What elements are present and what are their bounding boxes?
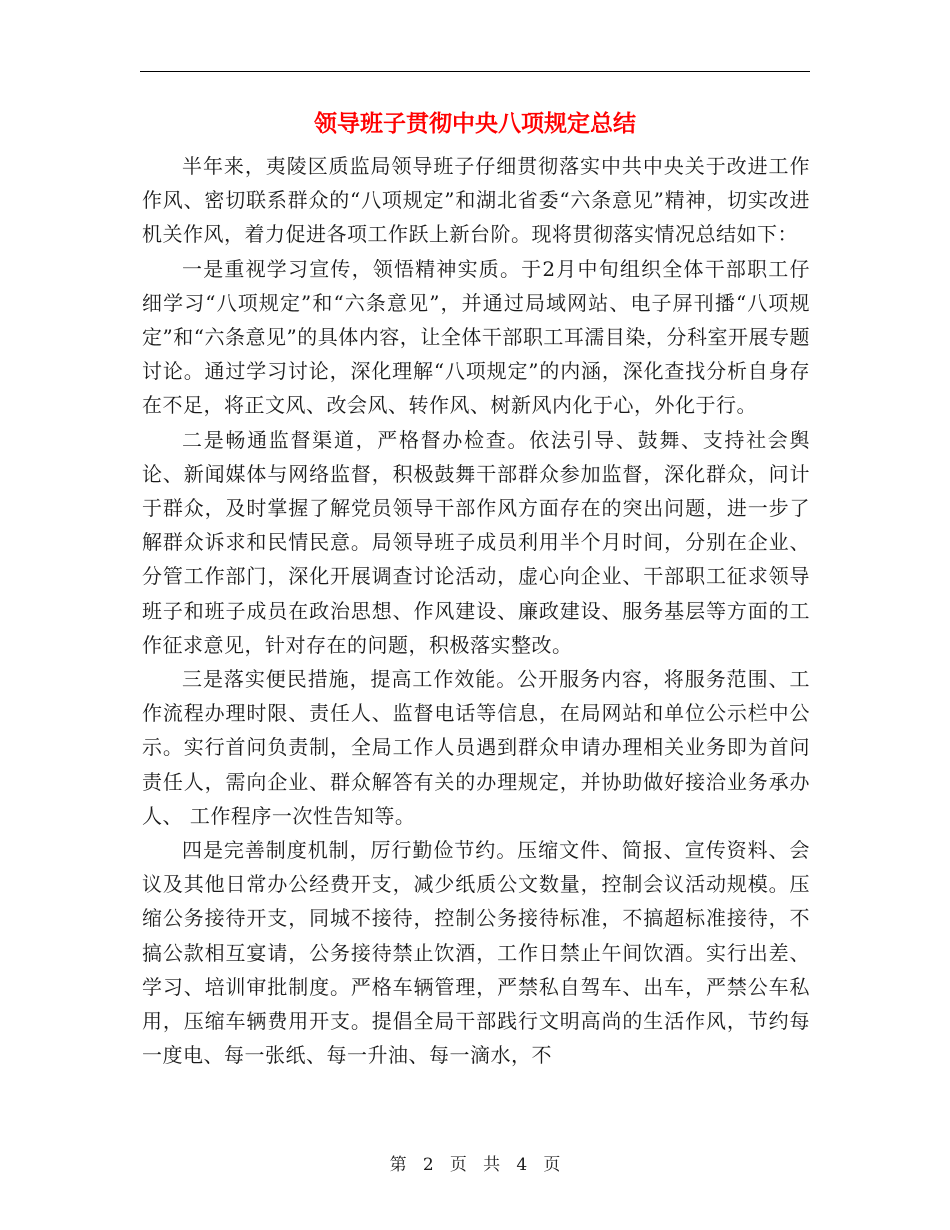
header-rule xyxy=(140,71,810,72)
current-page-number: 2 xyxy=(422,1155,434,1175)
paragraph-service-measures: 三是落实便民措施，提高工作效能。公开服务内容，将服务范围、工作流程办理时限、责任人、监督电话等信息，在局网站和单位公示栏中公示。实行首问负责制，全局工作人员遇到群众申请办理相关业务即为首问责任人，需向企业、群众解答有关的办理规定，并协助做好接洽业务承办人、 工作程序一次性告知等。 xyxy=(142,667,810,828)
page-prefix: 第 xyxy=(389,1155,407,1175)
total-pages-number: 4 xyxy=(516,1155,528,1175)
paragraph-frugality: 四是完善制度机制，厉行勤俭节约。压缩文件、简报、宣传资料、会议及其他日常办公经费开支，减少纸质公文数量，控制会议活动规模。压缩公务接待开支，同城不接待，控制公务接待标准，不搞超标准接待，不搞公款相互宴请，公务接待禁止饮酒，工作日禁止午间饮酒。实行出差、学习、培训审批制度。严格车辆管理，严禁私自驾车、出车，严禁公车私用，压缩车辆费用开支。提倡全局干部践行文明高尚的生活作风，节约每一度电、每一张纸、每一升油、每一滴水，不 xyxy=(142,838,810,1068)
paragraph-supervision: 二是畅通监督渠道，严格督办检查。依法引导、鼓舞、支持社会舆论、新闻媒体与网络监督，积极鼓舞干部群众参加监督，深化群众，问计于群众，及时掌握了解党员领导干部作风方面存在的突出问题，进一步了解群众诉求和民情民意。局领导班子成员利用半个月时间，分别在企业、分管工作部门，深化开展调查讨论活动，虚心向企业、干部职工征求领导班子和班子成员在政治思想、作风建设、廉政建设、服务基层等方面的工作征求意见，针对存在的问题，积极落实整改。 xyxy=(142,427,810,657)
total-suffix: 页 xyxy=(543,1155,561,1175)
page-suffix: 页 xyxy=(449,1155,467,1175)
page-footer xyxy=(0,1153,950,1177)
document-body xyxy=(142,149,810,1072)
paragraph-study-publicity: 一是重视学习宣传，领悟精神实质。于2月中旬组织全体干部职工仔细学习“八项规定”和“六条意见”，并通过局域网站、电子屏刊播“八项规定”和“六条意见”的具体内容，让全体干部职工耳濡目染，分科室开展专题讨论。通过学习讨论，深化理解“八项规定”的内涵，深化查找分析自身存在不足，将正文风、改会风、转作风、树新风内化于心，外化于行。 xyxy=(142,256,810,418)
paragraph-intro: 半年来，夷陵区质监局领导班子仔细贯彻落实中共中央关于改进工作作风、密切联系群众的“八项规定”和湖北省委“六条意见”精神，切实改进机关作风，着力促进各项工作跃上新台阶。现将贯彻落实情况总结如下： xyxy=(142,154,810,247)
total-prefix: 共 xyxy=(483,1155,501,1175)
document-title: 领导班子贯彻中央八项规定总结 xyxy=(314,110,636,137)
